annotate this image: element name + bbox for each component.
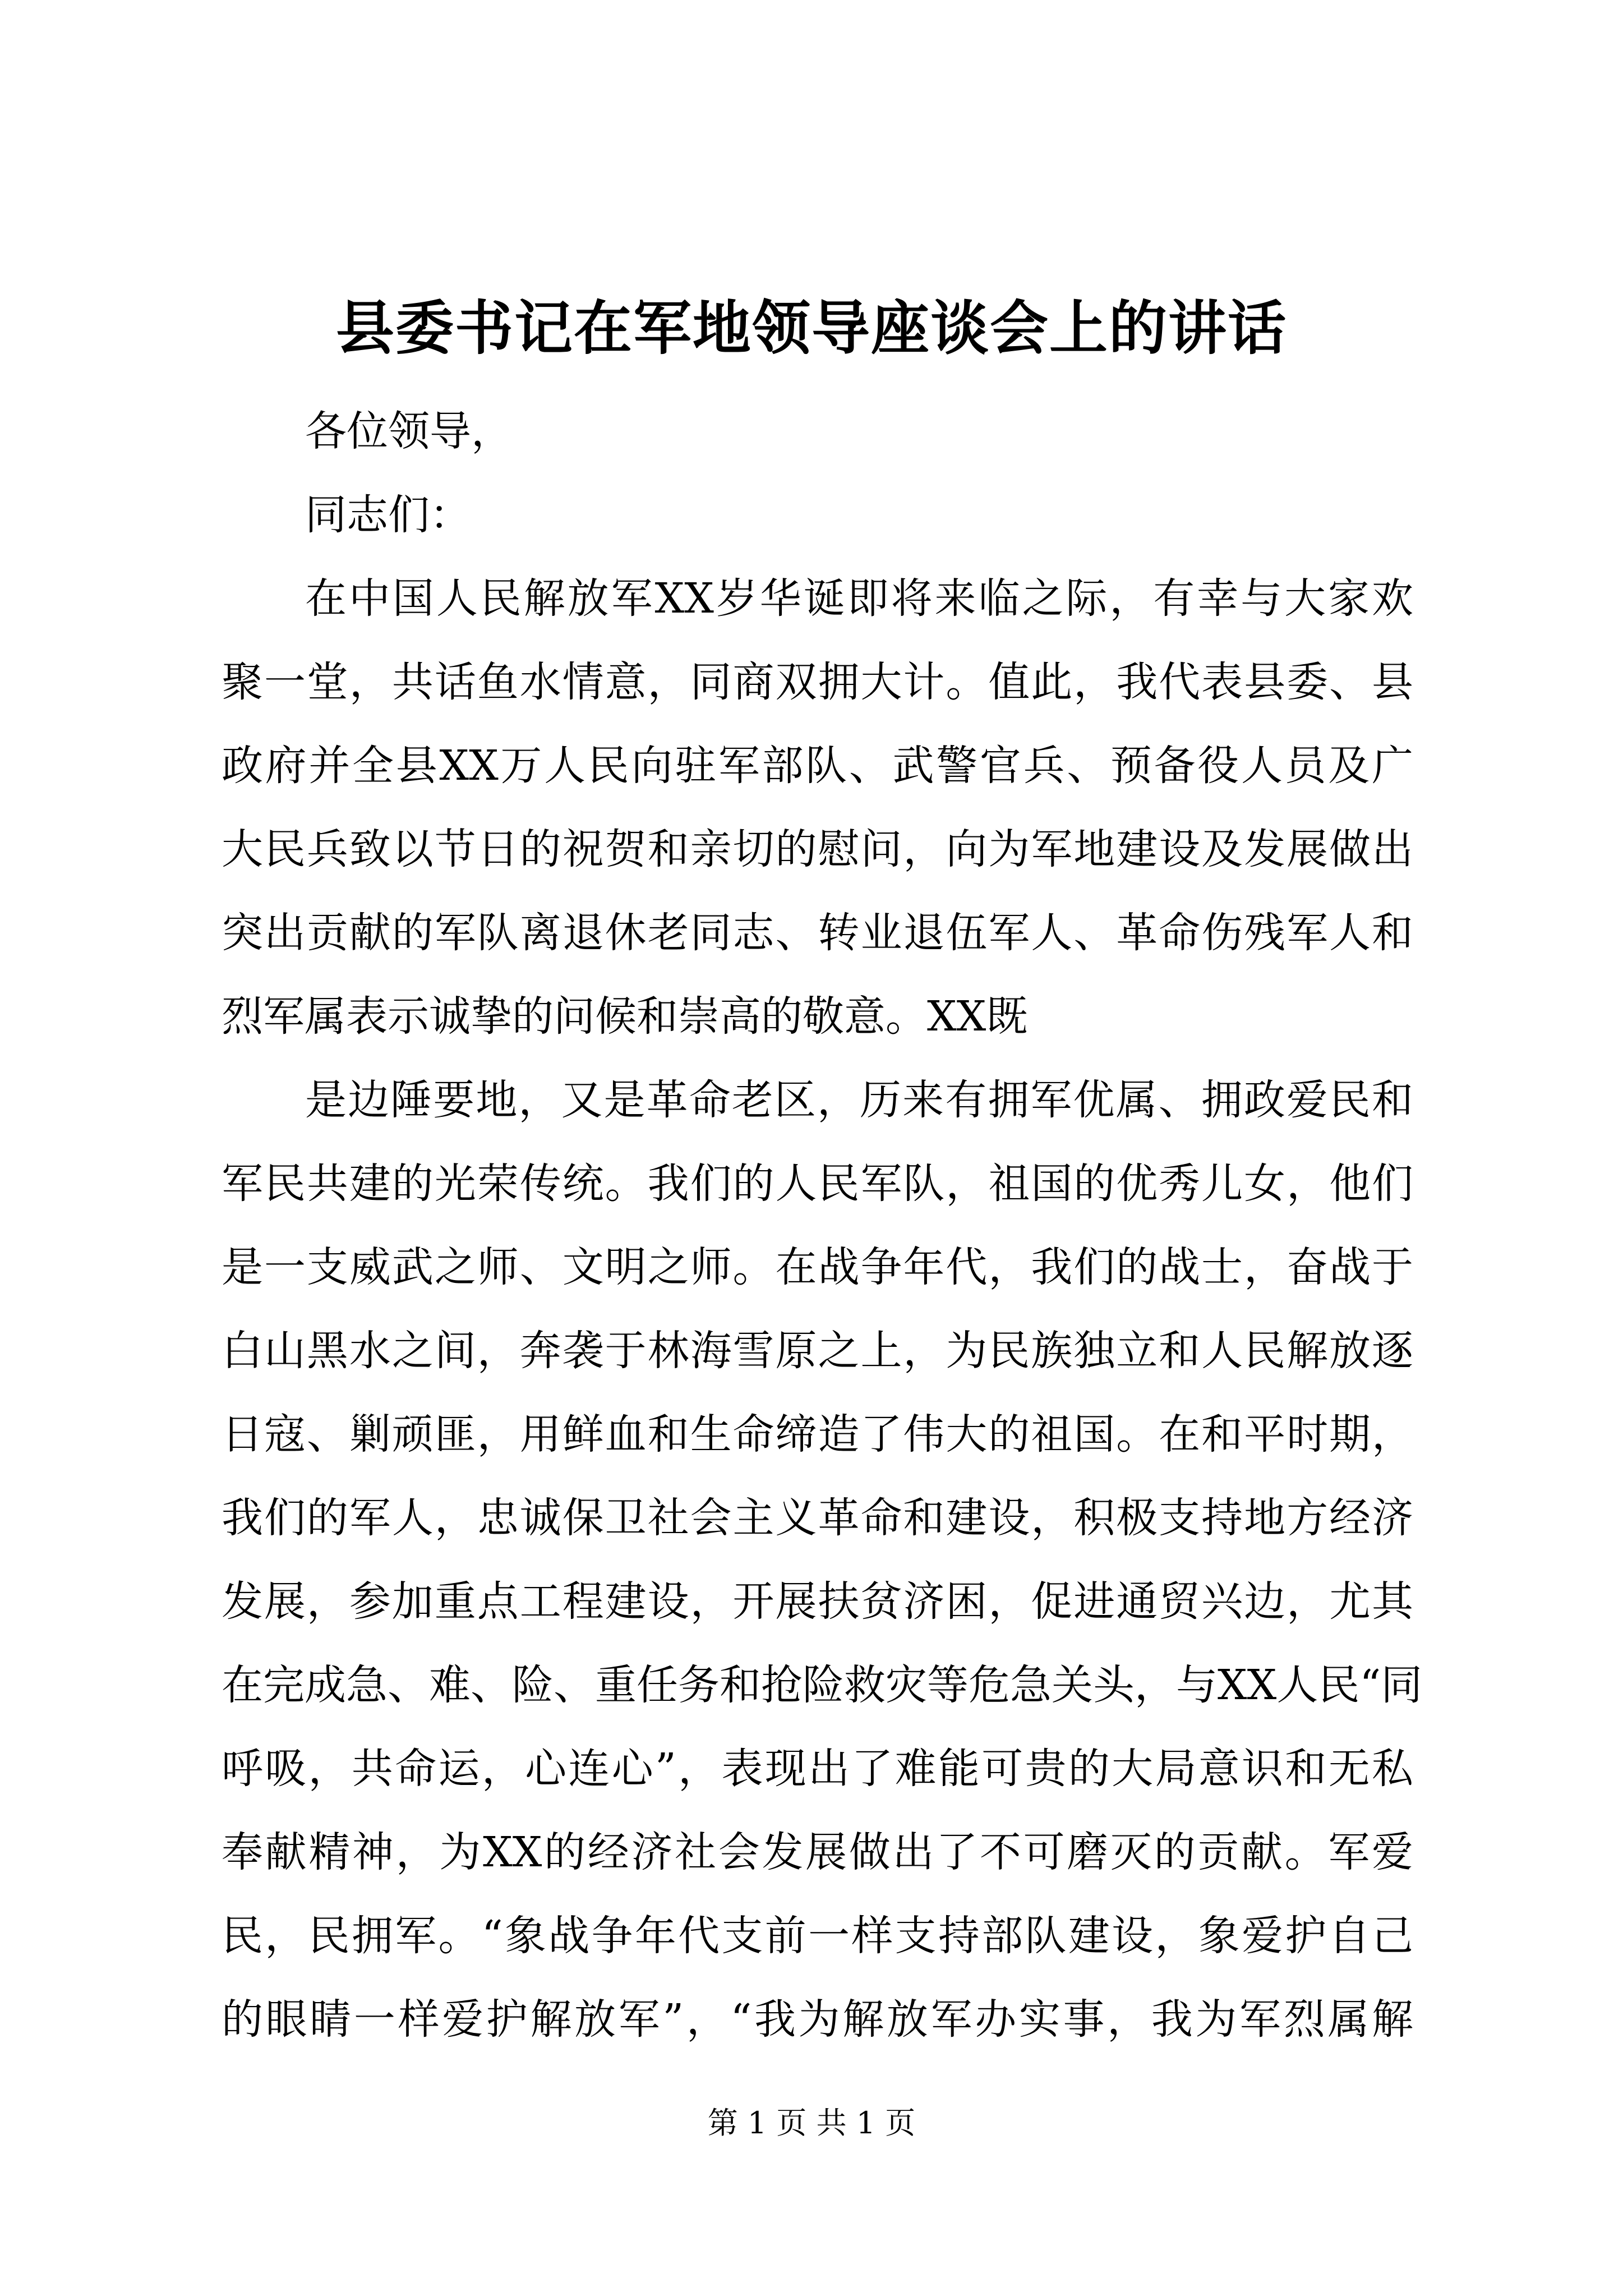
- salutation-line: 各位领导，: [305, 407, 513, 455]
- paragraph-line: 奉献精神，为XX的经济社会发展做出了不可磨灭的贡献。军爱: [222, 1828, 1413, 1876]
- paragraph-line: 政府并全县XX万人民向驻军部队、武警官兵、预备役人员及广: [222, 742, 1413, 790]
- paragraph-line: 我们的军人，忠诚保卫社会主义革命和建设，积极支持地方经济: [222, 1494, 1413, 1542]
- paragraph: [222, 1059, 1423, 2062]
- paragraph-line: 在中国人民解放军XX岁华诞即将来临之际，有幸与大家欢: [305, 574, 1413, 623]
- paragraph-line: 是边陲要地，又是革命老区，历来有拥军优属、拥政爱民和: [305, 1076, 1413, 1124]
- document-body: [222, 390, 1423, 2062]
- paragraph-line: 日寇、剿顽匪，用鲜血和生命缔造了伟大的祖国。在和平时期，: [222, 1410, 1413, 1458]
- paragraph-line: 的眼睛一样爱护解放军”，“我为解放军办实事，我为军烈属解: [222, 1995, 1413, 2044]
- page-footer: 第 1 页 共 1 页: [707, 2105, 916, 2141]
- paragraph-line: 是一支威武之师、文明之师。在战争年代，我们的战士，奋战于: [222, 1243, 1413, 1291]
- paragraph-line: 烈军属表示诚挚的问候和崇高的敬意。XX既: [222, 992, 1028, 1041]
- paragraph-line: 发展，参加重点工程建设，开展扶贫济困，促进通贸兴边，尤其: [222, 1577, 1413, 1626]
- salutation-line: 同志们：: [305, 491, 471, 539]
- document-title: 县委书记在军地领导座谈会上的讲话: [335, 293, 1287, 362]
- paragraph-line: 在完成急、难、险、重任务和抢险救灾等危急关头，与XX人民“同: [222, 1661, 1423, 1709]
- paragraph-line: 军民共建的光荣传统。我们的人民军队，祖国的优秀儿女，他们: [222, 1159, 1413, 1208]
- paragraph-line: 民，民拥军。“象战争年代支前一样支持部队建设，象爱护自己: [222, 1912, 1413, 1960]
- paragraph-line: 突出贡献的军队离退休老同志、转业退伍军人、革命伤残军人和: [222, 909, 1413, 957]
- paragraph-line: 聚一堂，共话鱼水情意，同商双拥大计。值此，我代表县委、县: [222, 658, 1413, 706]
- paragraph-line: 白山黑水之间，奔袭于林海雪原之上，为民族独立和人民解放逐: [222, 1327, 1413, 1375]
- paragraph: [222, 557, 1413, 1059]
- paragraph-line: 大民兵致以节日的祝贺和亲切的慰问，向为军地建设及发展做出: [222, 825, 1413, 873]
- paragraph-line: 呼吸，共命运，心连心”，表现出了难能可贵的大局意识和无私: [222, 1745, 1413, 1793]
